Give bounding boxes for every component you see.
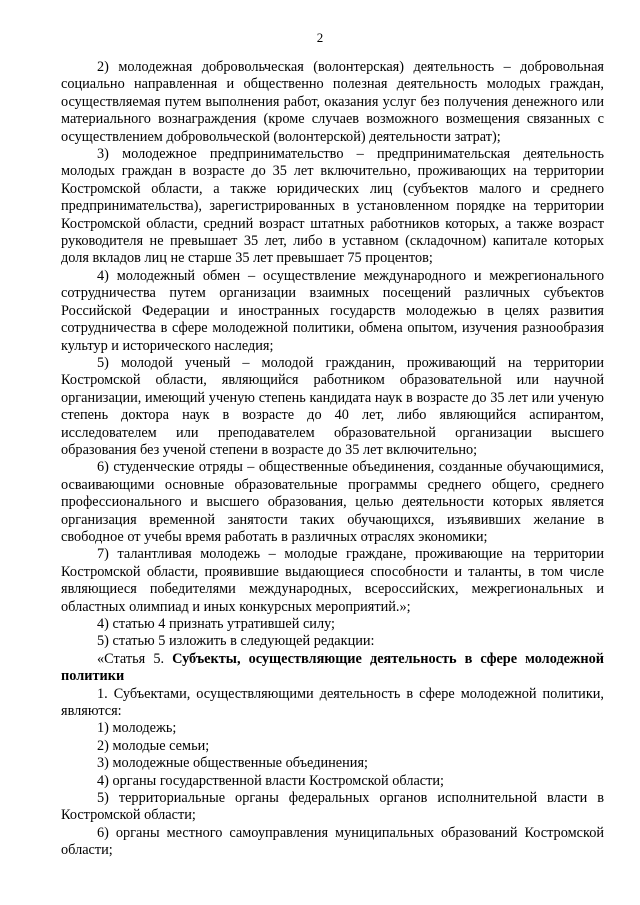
article-prefix: «Статья 5.	[97, 650, 173, 667]
paragraph-volunteer: 2) молодежная добровольческая (волонтерская) деятельность – добровольная социально направленная и общественно полезная деятельность молодых граждан, осуществляемая путем выполнения работ, оказания услуг без получения денежного или материального вознаграждения (кроме случаев возможного возмещения связанных с осуществлением добровольческой (волонтерской) деятельности затрат);	[61, 59, 604, 145]
paragraph-talented-youth: 7) талантливая молодежь – молодые граждане, проживающие на территории Костромской области, проявившие выдающиеся способности и таланты, в том числе являющиеся победителями международных, всероссийских, межрегиональных и областных олимпиад и иных конкурсных мероприятий.»;	[61, 546, 604, 615]
paragraph-student-teams: 6) студенческие отряды – общественные объединения, созданные обучающимися, осваивающими основные образовательные программы среднего общего, среднего профессионального и высшего образования, целью деятельности которых является организация временной занятости таких обучающихся, изъявивших желание в свободное от учебы время работать в различных отраслях экономики;	[61, 459, 604, 545]
paragraph-young-scientist: 5) молодой ученый – молодой гражданин, проживающий на территории Костромской области, являющийся работником образовательной или научной организации, имеющий ученую степень кандидата наук в возрасте до 35 лет или ученую степень доктора наук в возрасте до 40 лет, либо являющийся аспирантом, исследователем или преподавателем образовательной организации высшего образования без ученой степени в возрасте до 35 лет включительно;	[61, 354, 604, 458]
list-item-state-authorities: 4) органы государственной власти Костромской области;	[97, 772, 445, 789]
document-body	[61, 59, 604, 860]
paragraph-youth-exchange: 4) молодежный обмен – осуществление международного и межрегионального сотрудничества путем организации взаимных посещений различных субъектов Российской Федерации и иностранных государств молодежью в целях развития сотрудничества в сфере молодежной политики, обмена опытом, изучения разнообразия культур и исторического наследия;	[61, 267, 604, 354]
list-item-young-families: 2) молодые семьи;	[97, 737, 210, 754]
list-item-youth: 1) молодежь;	[97, 720, 177, 737]
page-number: 2	[316, 30, 324, 45]
paragraph-article4-repeal: 4) статью 4 признать утратившей силу;	[97, 616, 336, 632]
list-item-public-associations: 3) молодежные общественные объединения;	[97, 755, 368, 772]
list-item-federal-territorial-bodies: 5) территориальные органы федеральных органов исполнительной власти в Костромской области;	[61, 790, 604, 824]
article-heading	[61, 651, 604, 686]
paragraph-subjects-intro: 1. Субъектами, осуществляющими деятельность в сфере молодежной политики, являются:	[61, 685, 604, 720]
paragraph-article5-intro: 5) статью 5 изложить в следующей редакции:	[97, 633, 375, 650]
paragraph-entrepreneurship: 3) молодежное предпринимательство – предпринимательская деятельность молодых граждан в возрасте до 35 лет включительно, проживающих на территории Костромской области, а также юридических лиц (субъектов малого и среднего предпринимательства), зарегистрированных в установленном порядке на территории Костромской области, средний возраст штатных работников которых, а также возраст руководителя не превышает 35 лет, либо в уставном (складочном) капитале которых доля вкладов лиц не старше 35 лет превышает 75 процентов;	[61, 146, 604, 267]
article-title: Субъекты, осуществляющие деятельность в сфере молодежной политики	[61, 650, 605, 685]
list-item-local-self-government: 6) органы местного самоуправления муниципальных образований Костромской области;	[61, 824, 604, 859]
